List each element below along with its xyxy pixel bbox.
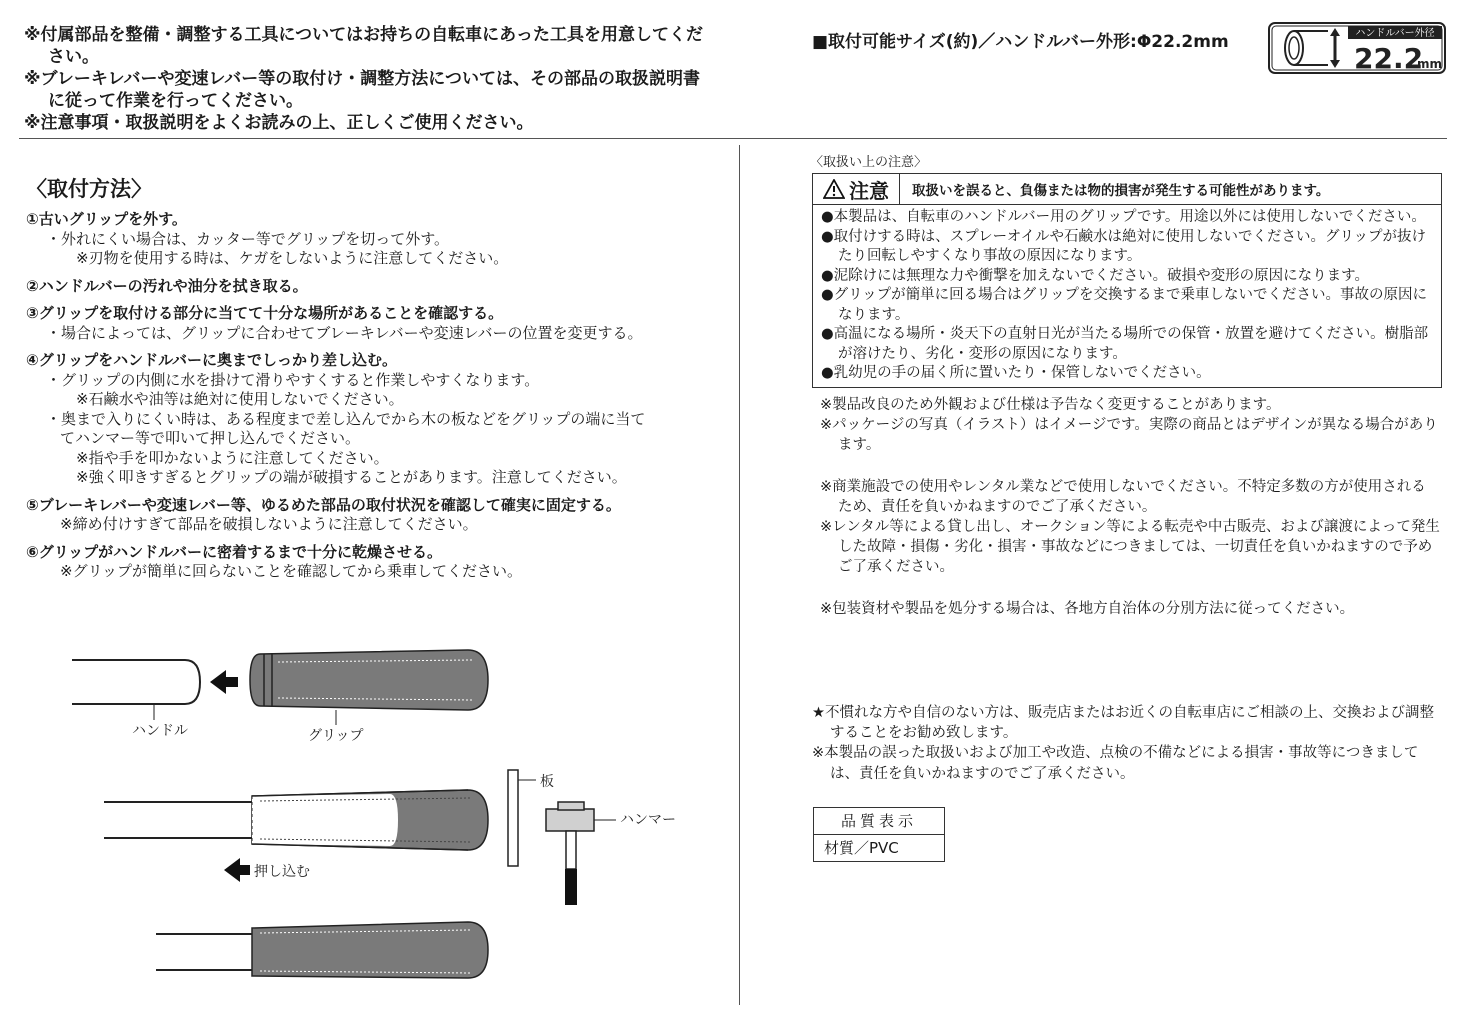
note: ※レンタル等による貸し出し、オークション等による転売や中古販売、および譲渡によって発生した故障・損傷・劣化・損害・事故などにつきましては、一切責任を負いかねますので予めご了承ください。 <box>820 519 1440 576</box>
badge-label: ハンドルバー外径 <box>1355 28 1435 39</box>
install-step-detail: ・奥まで入りにくい時は、ある程度まで差し込んでから木の板などをグリップの端に当て <box>46 409 646 428</box>
install-step-detail: ※刃物を使用する時は、ケガをしないように注意してください。 <box>76 249 509 267</box>
install-steps <box>26 210 726 590</box>
install-step-detail: ※強く叩きすぎるとグリップの端が破損することがあります。注意してください。 <box>76 468 627 486</box>
push-label: 押し込む <box>254 864 310 880</box>
install-step <box>26 304 726 343</box>
right-notes <box>820 395 1440 619</box>
note: ※商業施設での使用やレンタル業などで使用しないでください。不特定多数の方が使用されるため、責任を負いかねますのでご了承ください。 <box>820 478 1426 515</box>
install-step-detail: ※グリップが簡単に回らないことを確認してから乗車してください。 <box>60 562 522 580</box>
top-notes <box>24 24 714 134</box>
handle-label: ハンドル <box>132 723 188 739</box>
star-notes <box>812 703 1442 784</box>
badge-value: 22.2 <box>1354 42 1424 74</box>
divider-horizontal <box>19 138 1447 139</box>
install-step <box>26 351 726 488</box>
handlebar-figure-2 <box>104 802 252 838</box>
quality-label-box <box>813 807 945 862</box>
quality-heading: 品質表示 <box>814 808 944 835</box>
top-note: ※ブレーキレバーや変速レバー等の取付け・調整方法については、その部品の取扱説明書に従って作業を行ってください。 <box>24 69 700 111</box>
install-step-detail: ※指や手を叩かないように注意してください。 <box>76 448 389 467</box>
caution-label-cell <box>813 174 900 204</box>
install-step-detail: ※締め付けすぎて部品を破損しないように注意してください。 <box>60 515 478 533</box>
install-title: 〈取付方法〉 <box>26 177 152 201</box>
install-step-heading: ④グリップをハンドルバーに奥までしっかり差し込む。 <box>26 351 398 369</box>
hammer-icon <box>546 802 616 905</box>
caution-item: ●本製品は、自転車のハンドルバー用のグリップです。用途以外には使用しないでください。 <box>821 209 1426 225</box>
install-diagram <box>60 620 740 980</box>
size-badge <box>1268 22 1446 74</box>
grip-figure-3 <box>252 922 488 978</box>
note: ※本製品の誤った取扱いおよび加工や改造、点検の不備などによる損害・事故等につきましては、責任を負いかねますのでご了承ください。 <box>812 745 1419 782</box>
install-step-detail: ・グリップの内側に水を掛けて滑りやすくすると作業しやすくなります。 <box>46 370 540 389</box>
grip-figure-2 <box>252 790 488 850</box>
caution-item: ●高温になる場所・炎天下の直射日光が当たる場所での保管・放置を避けてください。樹脂部が溶けたり、劣化・変形の原因になります。 <box>821 326 1429 362</box>
caution-item: ●乳幼児の手の届く所に置いたり・保管しないでください。 <box>821 365 1211 381</box>
board-icon <box>508 770 518 866</box>
handlebar-figure-1 <box>72 660 200 720</box>
handling-title: 〈取扱い上の注意〉 <box>810 155 928 170</box>
install-step-detail: ※石鹸水や油等は絶対に使用しないでください。 <box>76 390 404 408</box>
top-note: ※注意事項・取扱説明をよくお読みの上、正しくご使用ください。 <box>24 113 534 133</box>
install-step-heading: ③グリップを取付ける部分に当てて十分な場所があることを確認する。 <box>26 304 504 322</box>
warning-triangle-icon <box>823 179 845 199</box>
install-step-detail: ・外れにくい場合は、カッター等でグリップを切って外す。 <box>46 229 450 248</box>
hammer-label: ハンマー <box>620 812 676 828</box>
install-step-heading: ⑤ブレーキレバーや変速レバー等、ゆるめた部品の取付状況を確認して確実に固定する。 <box>26 495 621 514</box>
caution-label: 注意 <box>849 178 889 203</box>
arrow-left-icon <box>210 670 238 694</box>
caution-list <box>813 205 1441 384</box>
caution-text: 取扱いを誤ると、負傷または物的損害が発生する可能性があります。 <box>912 183 1330 199</box>
install-step <box>26 543 726 582</box>
caution-item: ●泥除けには無理な力や衝撃を加えないでください。破損や変形の原因になります。 <box>821 267 1369 284</box>
quality-material: 材質／PVC <box>824 839 899 857</box>
push-arrow-icon <box>224 858 250 882</box>
note: ※パッケージの写真（イラスト）はイメージです。実際の商品とはデザインが異なる場合があります。 <box>820 417 1438 454</box>
install-step-detail: てハンマー等で叩いて押し込んでください。 <box>60 429 361 447</box>
note: ※製品改良のため外観および仕様は予告なく変更することがあります。 <box>820 397 1281 413</box>
install-step-heading: ⑥グリップがハンドルバーに密着するまで十分に乾燥させる。 <box>26 542 443 561</box>
note: ★不慣れな方や自信のない方は、販売店またはお近くの自転車店にご相談の上、交換および調整することをお勧め致します。 <box>812 705 1434 742</box>
top-note: ※付属部品を整備・調整する工具についてはお持ちの自転車にあった工具を用意してください。 <box>24 25 704 67</box>
caution-box <box>812 173 1442 388</box>
install-step-heading: ①古いグリップを外す。 <box>26 210 187 228</box>
size-line: ■取付可能サイズ(約)／ハンドルバー外形:Φ22.2mm <box>812 32 1229 52</box>
note: ※包装資材や製品を処分する場合は、各地方自治体の分別方法に従ってください。 <box>820 600 1355 617</box>
caution-item: ●取付けする時は、スプレーオイルや石鹸水は絶対に使用しないでください。グリップが抜けたり回転しやすくなり事故の原因になります。 <box>821 228 1426 264</box>
board-label: 板 <box>540 774 554 790</box>
install-step-detail: ・場合によっては、グリップに合わせてブレーキレバーや変速レバーの位置を変更する。 <box>46 323 643 342</box>
handlebar-figure-3 <box>156 934 252 970</box>
install-step <box>26 210 726 269</box>
install-step-heading: ②ハンドルバーの汚れや油分を拭き取る。 <box>26 276 308 295</box>
install-step <box>26 277 726 297</box>
grip-label: グリップ <box>308 728 364 744</box>
install-step <box>26 496 726 535</box>
caution-item: ●グリップが簡単に回る場合はグリップを交換するまで乗車しないでください。事故の原因になります。 <box>821 287 1427 323</box>
badge-unit: mm <box>1417 57 1443 71</box>
grip-figure-1 <box>250 650 488 725</box>
